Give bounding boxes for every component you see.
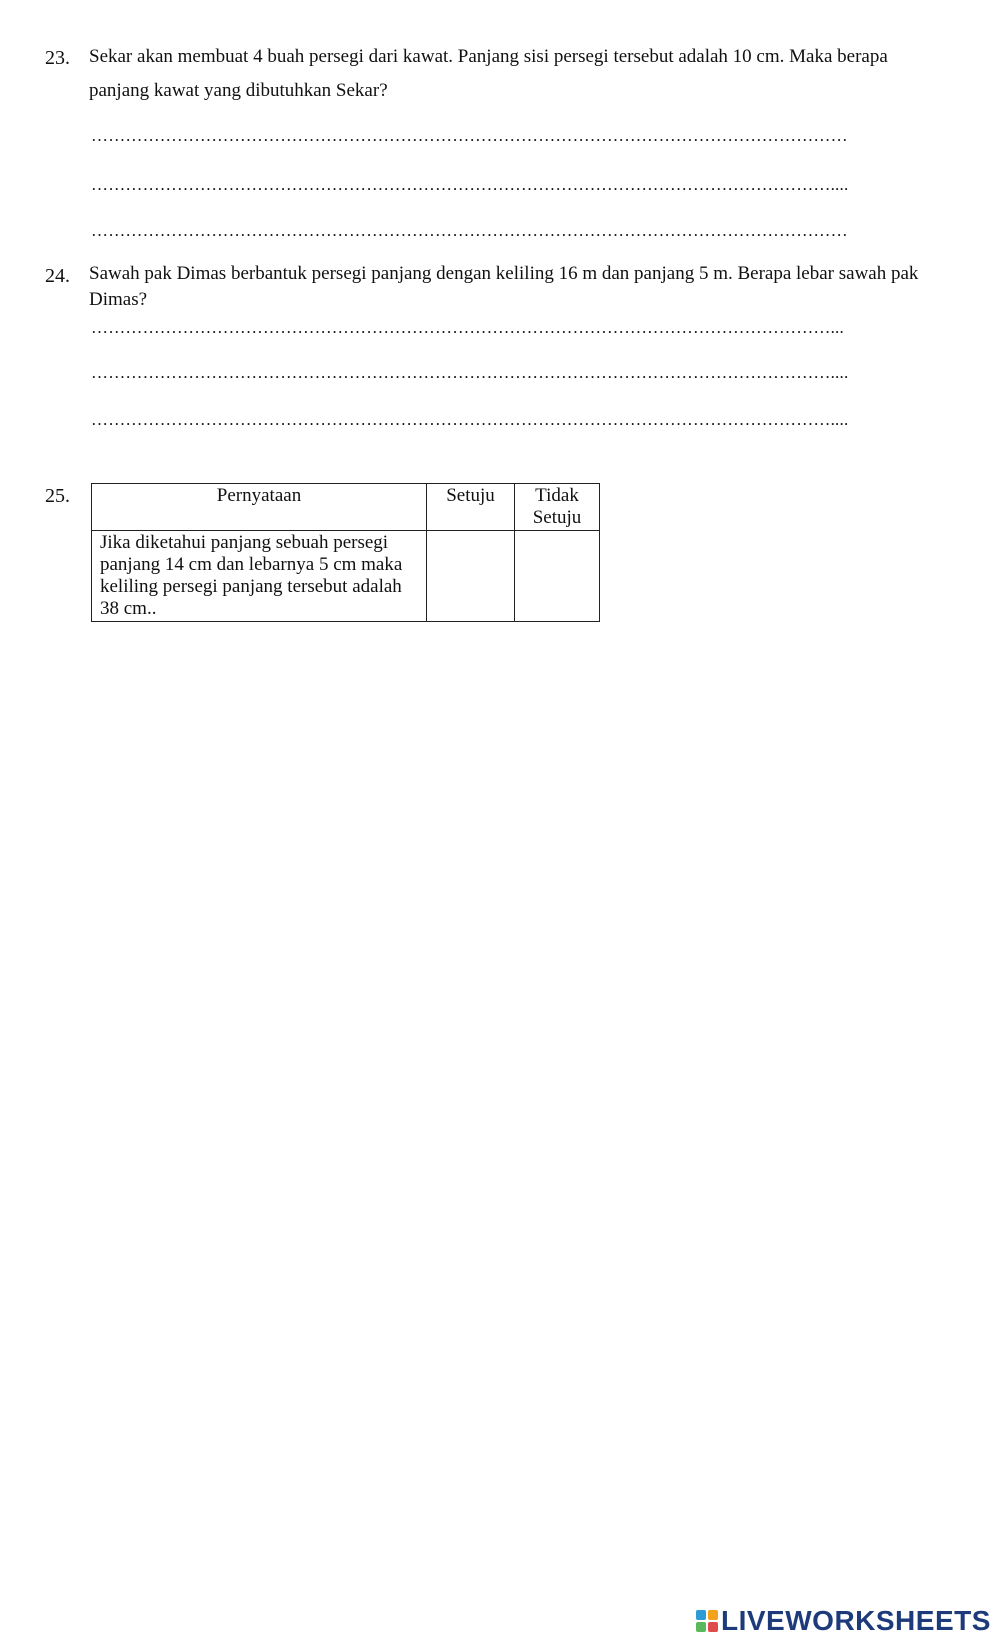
logo-blocks-icon <box>696 1610 718 1632</box>
question-text <box>89 40 888 108</box>
question-text <box>89 261 918 313</box>
question-text-line: Sawah pak Dimas berbantuk persegi panjang dengan keliling 16 m dan panjang 5 m. Berapa lebar sawah pak <box>89 263 919 284</box>
statement-line: keliling persegi panjang tersebut adalah <box>100 576 402 597</box>
question-number: 25. <box>45 485 70 507</box>
header-tidak-setuju-line: Setuju <box>532 507 582 528</box>
answer-line[interactable]: …………………………………………………………………………………………………………………… <box>91 221 848 240</box>
statement-table <box>91 483 600 622</box>
question-number: 24. <box>45 265 70 287</box>
header-pernyataan: Pernyataan <box>92 484 427 531</box>
answer-line[interactable]: ………………………………………………………………………………………………………………….... <box>91 363 849 382</box>
statement-line: 38 cm.. <box>100 598 157 619</box>
liveworksheets-logo <box>696 1606 991 1636</box>
answer-line[interactable]: …………………………………………………………………………………………………………………… <box>91 126 848 145</box>
question-text-line: Dimas? <box>89 289 148 310</box>
tidak-setuju-choice-cell[interactable] <box>515 531 600 622</box>
statement-line: Jika diketahui panjang sebuah persegi <box>100 532 389 553</box>
question-text-line: Sekar akan membuat 4 buah persegi dari kawat. Panjang sisi persegi tersebut adalah 10 cm. Maka berapa <box>89 46 888 67</box>
answer-line[interactable]: ………………………………………………………………………………………………………………….... <box>91 410 849 429</box>
setuju-choice-cell[interactable] <box>427 531 515 622</box>
header-setuju: Setuju <box>427 484 515 531</box>
answer-line[interactable]: …………………………………………………………………………………………………………………... <box>91 318 844 337</box>
header-tidak-setuju-line: Tidak <box>535 485 579 506</box>
statement-line: panjang 14 cm dan lebarnya 5 cm maka <box>100 554 403 575</box>
header-tidak-setuju <box>515 484 600 531</box>
table-header-row <box>92 484 600 531</box>
answer-line[interactable]: ………………………………………………………………………………………………………………….... <box>91 175 849 194</box>
question-number: 23. <box>45 47 70 69</box>
logo-text: LIVEWORKSHEETS <box>721 1605 991 1636</box>
table-row <box>92 531 600 622</box>
question-text-line: panjang kawat yang dibutuhkan Sekar? <box>89 80 388 101</box>
statement-cell <box>92 531 427 622</box>
